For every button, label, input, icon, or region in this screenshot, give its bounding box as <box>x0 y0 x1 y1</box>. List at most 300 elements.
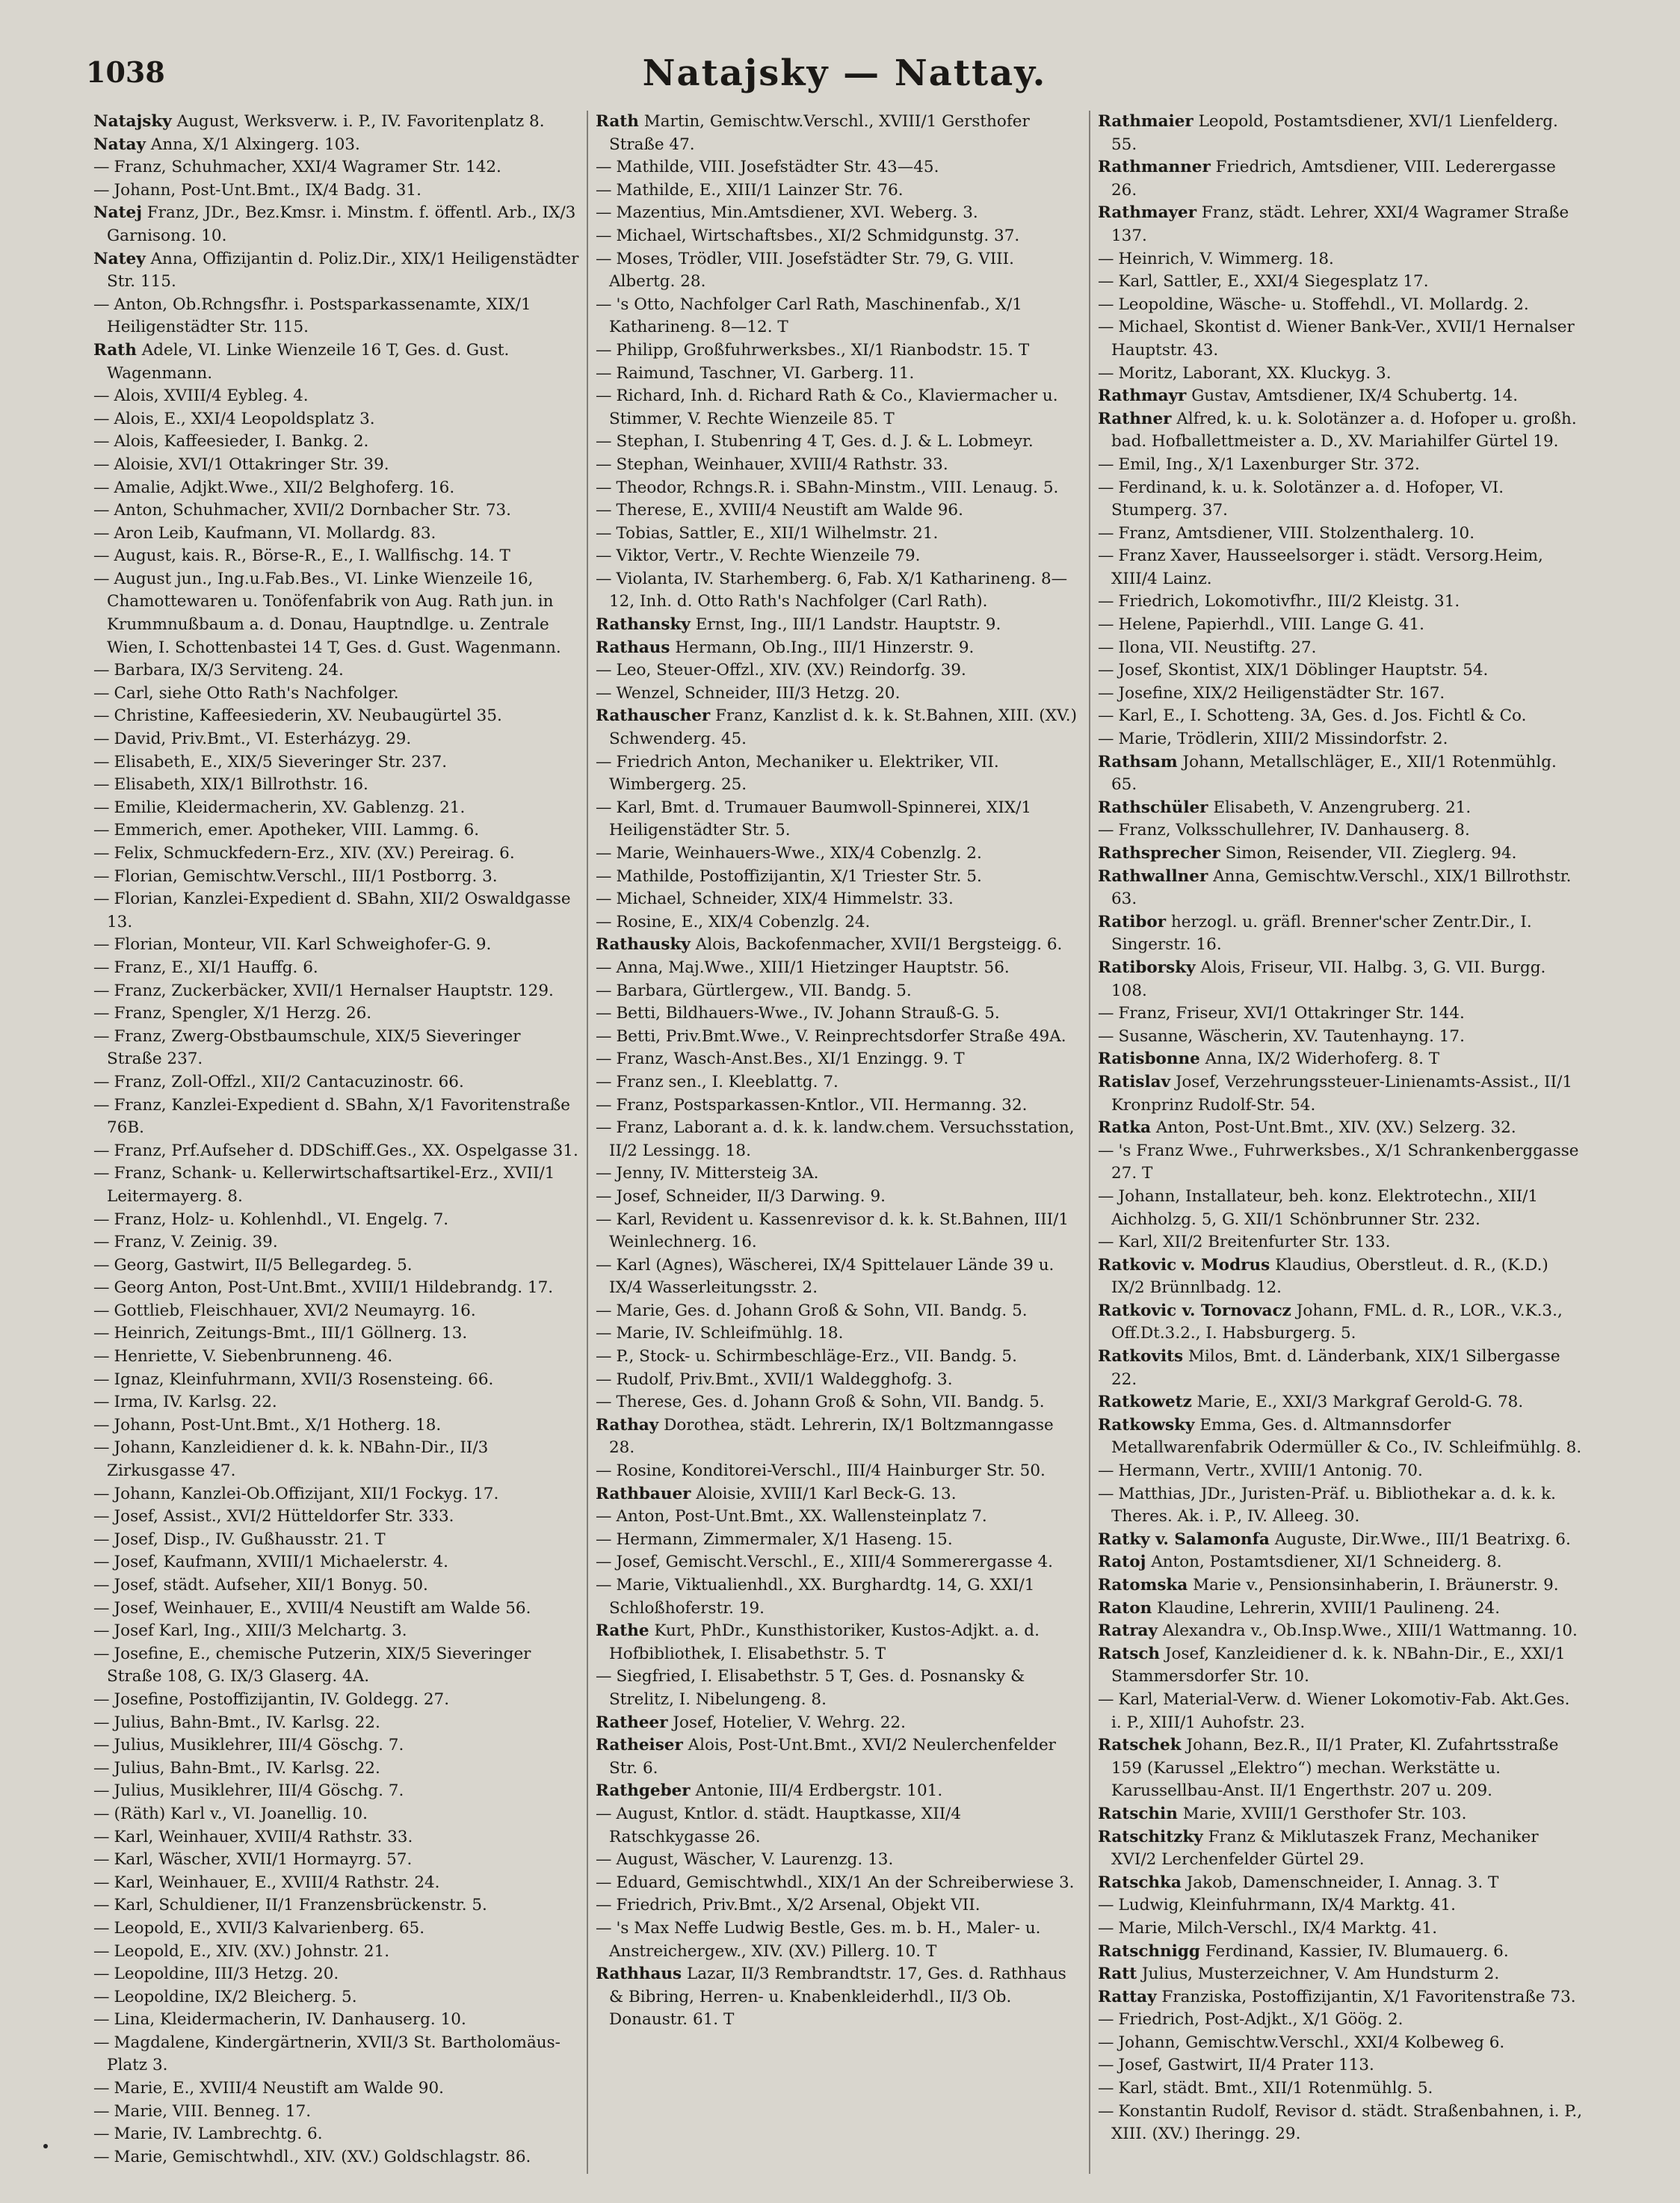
entry-dash: — <box>596 1026 612 1046</box>
entry-dash: — <box>93 478 110 497</box>
entry-details: Marie, Gemischtwhdl., XIV. (XV.) Goldschlagstr. 86. <box>114 2147 531 2166</box>
directory-entry <box>93 1231 579 1254</box>
entry-dash: — <box>596 981 612 1000</box>
entry-details: Franz, Zuckerbäcker, XVII/1 Hernalser Hauptstr. 129. <box>114 981 554 1000</box>
entry-dash: — <box>93 1689 110 1709</box>
directory-entry <box>93 408 579 431</box>
entry-details: Julius, Bahn-Bmt., IV. Karlsg. 22. <box>114 1713 380 1732</box>
directory-entry <box>93 842 579 866</box>
entry-dash: — <box>1098 1186 1114 1206</box>
entry-details: Moses, Trödler, VIII. Josefstädter Str. 79, G. VIII. Albertg. 28. <box>609 249 1015 292</box>
entry-dash: — <box>596 1369 612 1389</box>
entry-details: Franz, Zoll-Offzl., XII/2 Cantacuzinostr. 66. <box>114 1072 464 1091</box>
entry-dash: — <box>596 958 612 977</box>
directory-entry <box>596 1094 1081 1118</box>
entry-surname: Natay <box>93 135 146 154</box>
entry-surname: Rathmaier <box>1098 112 1193 131</box>
entry-details: Ludwig, Kleinfuhrmann, IX/4 Marktg. 41. <box>1118 1896 1456 1915</box>
entry-dash: — <box>1098 272 1114 292</box>
entry-surname: Rath <box>596 112 639 131</box>
page-number: 1038 <box>86 55 165 89</box>
entry-details: Alois, E., XXI/4 Leopoldsplatz 3. <box>114 409 375 428</box>
directory-entry <box>93 385 579 408</box>
entry-surname: Rathaus <box>596 638 670 657</box>
entry-dash: — <box>596 1461 612 1481</box>
entry-dash: — <box>1098 2033 1114 2052</box>
entry-dash: — <box>596 912 612 931</box>
entry-dash: — <box>93 2079 110 2098</box>
directory-entry <box>93 1026 579 1071</box>
entry-dash: — <box>596 180 612 200</box>
entry-details: Marie, Ges. d. Johann Groß & Sohn, VII. Bandg. 5. <box>616 1301 1028 1320</box>
entry-dash: — <box>1098 638 1114 657</box>
directory-entry <box>1098 659 1584 683</box>
directory-entry <box>596 1872 1081 1895</box>
entry-dash: — <box>596 1529 612 1549</box>
directory-entry <box>1098 271 1584 294</box>
entry-details: Karl, E., I. Schotteng. 3A, Ges. d. Jos. Fichtl & Co. <box>1118 706 1527 726</box>
directory-entry <box>1098 728 1584 751</box>
entry-dash: — <box>93 432 110 452</box>
directory-entry <box>1098 545 1584 591</box>
entry-details: Magdalene, Kindergärtnerin, XVII/3 St. Bartholomäus-Platz 3. <box>107 2033 560 2075</box>
entry-dash: — <box>93 501 110 520</box>
entry-details: Florian, Kanzlei-Expedient d. SBahn, XII/2 Oswaldgasse 13. <box>107 890 571 931</box>
entry-details: Georg, Gastwirt, II/5 Bellegardeg. 5. <box>114 1255 413 1275</box>
entry-details: Florian, Monteur, VII. Karl Schweighofer-G. 9. <box>114 935 492 955</box>
directory-entry <box>596 659 1081 683</box>
entry-details: Mathilde, Postoffizijantin, X/1 Triester Str. 5. <box>616 866 982 886</box>
entry-details: Anna, X/1 Alxingerg. 103. <box>150 135 360 154</box>
entry-details: Emmerich, emer. Apotheker, VIII. Lammg. 6. <box>114 821 480 840</box>
entry-dash: — <box>1098 363 1114 383</box>
directory-entry <box>93 1529 579 1552</box>
entry-details: Josefine, XIX/2 Heiligenstädter Str. 167. <box>1118 683 1445 703</box>
entry-details: Alfred, k. u. k. Solotänzer a. d. Hofoper u. großh. bad. Hofballettmeister a. D., XV. Mariahilfer Gürtel 19. <box>1111 409 1577 452</box>
entry-details: Karl, Material-Verw. d. Wiener Lokomotiv-Fab. Akt.Ges. i. P., XIII/1 Auhofstr. 23. <box>1111 1689 1570 1732</box>
directory-entry <box>596 1780 1081 1803</box>
directory-entry <box>596 888 1081 911</box>
entry-dash: — <box>1098 1918 1114 1938</box>
entry-dash: — <box>93 1965 110 1984</box>
entry-details: Irma, IV. Karlsg. 22. <box>114 1393 277 1412</box>
directory-entry <box>596 1369 1081 1392</box>
entry-details: Leopoldine, Wäsche- u. Stoffehdl., VI. Mollardg. 2. <box>1118 295 1529 314</box>
entry-dash: — <box>596 478 612 497</box>
directory-entry <box>1098 1300 1584 1346</box>
entry-dash: — <box>1098 1004 1114 1023</box>
directory-entry <box>1098 1391 1584 1414</box>
entry-surname: Ratkowetz <box>1098 1393 1192 1412</box>
directory-entry <box>1098 1574 1584 1597</box>
entry-dash: — <box>596 890 612 909</box>
entry-details: Franz, Friseur, XVI/1 Ottakringer Str. 144. <box>1118 1004 1465 1023</box>
directory-entry <box>93 523 579 546</box>
columns-container <box>86 111 1605 2174</box>
entry-details: Josef Karl, Ing., XIII/3 Melchartg. 3. <box>114 1621 407 1641</box>
entry-details: Josef, Verzehrungssteuer-Linienamts-Assist., II/1 Kronprinz Rudolf-Str. 54. <box>1111 1072 1572 1115</box>
entry-dash: — <box>1098 1484 1114 1503</box>
entry-dash: — <box>93 890 110 909</box>
directory-entry <box>596 1529 1081 1552</box>
directory-entry <box>93 568 579 659</box>
entry-details: Alois, Backofenmacher, XVII/1 Bergsteigg. 6. <box>695 935 1063 955</box>
entry-dash: — <box>1098 661 1114 680</box>
directory-entry <box>596 797 1081 842</box>
entry-details: Franz sen., I. Kleeblattg. 7. <box>616 1072 839 1091</box>
page-header <box>86 52 1603 97</box>
directory-entry <box>1098 1620 1584 1643</box>
entry-dash: — <box>596 1095 612 1115</box>
directory-entry <box>93 134 579 157</box>
directory-entry <box>1098 797 1584 820</box>
directory-entry <box>93 888 579 934</box>
entry-surname: Ratiborsky <box>1098 958 1196 977</box>
directory-entry <box>93 1094 579 1140</box>
entry-details: Aron Leib, Kaufmann, VI. Mollardg. 83. <box>114 523 436 543</box>
directory-entry <box>1098 957 1584 1002</box>
entry-dash: — <box>1098 546 1114 566</box>
entry-dash: — <box>596 501 612 520</box>
entry-details: Michael, Schneider, XIX/4 Himmelstr. 33. <box>616 890 954 909</box>
entry-details: Ernst, Ing., III/1 Landstr. Hauptstr. 9. <box>695 615 1001 635</box>
entry-surname: Ratheiser <box>596 1736 683 1755</box>
directory-entry <box>93 1414 579 1438</box>
entry-details: Philipp, Großfuhrwerksbes., XI/1 Rianbodstr. 15. T <box>616 340 1030 360</box>
directory-entry <box>93 751 579 774</box>
entry-dash: — <box>93 1736 110 1755</box>
entry-details: Franz, Volksschullehrer, IV. Danhauserg. 8. <box>1118 821 1470 840</box>
directory-entry <box>93 1757 579 1781</box>
directory-entry <box>93 454 579 477</box>
entry-details: Amalie, Adjkt.Wwe., XII/2 Belghoferg. 16. <box>114 478 455 497</box>
entry-details: P., Stock- u. Schirmbeschläge-Erz., VII. Bandg. 5. <box>616 1347 1017 1367</box>
entry-details: Wenzel, Schneider, III/3 Hetzg. 20. <box>616 683 901 703</box>
directory-entry <box>93 1346 579 1369</box>
entry-details: Leopold, E., XVII/3 Kalvarienberg. 65. <box>114 1918 425 1938</box>
entry-details: Marie, VIII. Benneg. 17. <box>114 2101 312 2121</box>
entry-dash: — <box>93 1438 110 1458</box>
entry-details: Matthias, JDr., Juristen-Präf. u. Bibliothekar a. d. k. k. Theres. Ak. i. P., IV. Alleeg. 30. <box>1111 1484 1556 1526</box>
entry-details: Elisabeth, V. Anzengruberg. 21. <box>1213 798 1471 817</box>
entry-dash: — <box>93 295 110 314</box>
entry-dash: — <box>93 821 110 840</box>
directory-entry <box>93 659 579 683</box>
entry-details: Stephan, Weinhauer, XVIII/4 Rathstr. 33. <box>616 455 948 474</box>
directory-entry <box>1098 1117 1584 1140</box>
entry-dash: — <box>1098 455 1114 474</box>
directory-entry <box>1098 2054 1584 2077</box>
entry-dash: — <box>93 1301 110 1320</box>
entry-surname: Ratsch <box>1098 1644 1161 1663</box>
entry-details: Franz, V. Zeinig. 39. <box>114 1233 278 1252</box>
entry-details: Anna, IX/2 Widerhoferg. 8. T <box>1205 1050 1440 1069</box>
entry-details: Marie, Trödlerin, XIII/2 Missindorfstr. 2. <box>1118 730 1448 749</box>
entry-dash: — <box>93 1781 110 1801</box>
directory-entry <box>596 1849 1081 1872</box>
entry-details: Marie, E., XVIII/4 Neustift am Walde 90. <box>114 2079 444 2098</box>
entry-details: Hermann, Ob.Ing., III/1 Hinzerstr. 9. <box>675 638 975 657</box>
directory-entry <box>1098 842 1584 866</box>
directory-entry <box>596 1071 1081 1094</box>
entry-details: Josef, Kaufmann, XVIII/1 Michaelerstr. 4. <box>114 1553 448 1572</box>
directory-entry <box>93 2101 579 2124</box>
entry-dash: — <box>596 1255 612 1275</box>
entry-details: Leopoldine, III/3 Hetzg. 20. <box>114 1965 339 1984</box>
entry-details: August, kais. R., Börse-R., E., I. Wallfischg. 14. T <box>114 546 510 566</box>
directory-entry <box>1098 1140 1584 1186</box>
entry-dash: — <box>93 2033 110 2052</box>
entry-details: Mathilde, VIII. Josefstädter Str. 43—45. <box>616 158 939 177</box>
entry-details: Karl (Agnes), Wäscherei, IX/4 Spittelauer Lände 39 u. IX/4 Wasserleitungsstr. 2. <box>609 1255 1054 1298</box>
entry-dash: — <box>596 1347 612 1367</box>
entry-dash: — <box>596 158 612 177</box>
entry-dash: — <box>93 1484 110 1503</box>
entry-dash: — <box>93 546 110 566</box>
entry-details: Therese, E., XVIII/4 Neustift am Walde 96. <box>616 501 963 520</box>
entry-details: Franz, Schank- u. Kellerwirtschaftsartikel-Erz., XVII/1 Leitermayerg. 8. <box>107 1164 555 1206</box>
entry-dash: — <box>596 1186 612 1206</box>
entry-dash: — <box>596 1667 612 1686</box>
directory-entry <box>1098 1551 1584 1574</box>
directory-entry <box>596 683 1081 706</box>
entry-dash: — <box>93 2147 110 2166</box>
directory-entry <box>1098 1643 1584 1689</box>
directory-entry <box>596 911 1081 934</box>
directory-entry <box>596 339 1081 363</box>
entry-dash: — <box>93 1827 110 1846</box>
entry-details: Alois, Friseur, VII. Halbg. 3, G. VII. Burgg. 108. <box>1111 958 1546 1000</box>
entry-details: Josef, Gastwirt, II/4 Prater 113. <box>1118 2056 1374 2075</box>
directory-entry <box>1098 1963 1584 1986</box>
entry-surname: Ratomska <box>1098 1576 1188 1595</box>
entry-surname: Ratschnigg <box>1098 1941 1200 1961</box>
directory-entry <box>93 202 579 247</box>
directory-entry <box>596 568 1081 614</box>
entry-details: Alexandra v., Ob.Insp.Wwe., XIII/1 Wattmanng. 10. <box>1162 1621 1578 1641</box>
entry-dash: — <box>93 798 110 817</box>
directory-entry <box>1098 2032 1584 2055</box>
entry-details: Rudolf, Priv.Bmt., XVII/1 Waldegghofg. 3. <box>616 1369 953 1389</box>
entry-details: Karl, Weinhauer, E., XVIII/4 Rathstr. 24. <box>114 1873 440 1892</box>
entry-surname: Ratislav <box>1098 1072 1171 1091</box>
entry-dash: — <box>1098 2056 1114 2075</box>
directory-entry <box>93 2032 579 2077</box>
entry-details: August, Wäscher, V. Laurenzg. 13. <box>616 1850 894 1870</box>
directory-entry <box>1098 1026 1584 1049</box>
entry-details: Leopold, E., XIV. (XV.) Johnstr. 21. <box>114 1941 390 1961</box>
directory-entry <box>1098 202 1584 247</box>
entry-dash: — <box>93 1141 110 1160</box>
directory-entry <box>1098 1529 1584 1552</box>
entry-details: Anton, Schuhmacher, XVII/2 Dornbacher Str. 73. <box>114 501 512 520</box>
entry-details: Johann, Bez.R., II/1 Prater, Kl. Zufahrtsstraße 159 (Karussel „Elektro“) mechan. Werkstätte u. Karussellbau-Anst. II/1 Engerthstr. 207 u. 209. <box>1111 1736 1559 1801</box>
entry-details: Simon, Reisender, VII. Zieglerg. 94. <box>1225 844 1517 863</box>
entry-details: Josef, Skontist, XIX/1 Döblinger Hauptstr. 54. <box>1118 661 1489 680</box>
directory-entry <box>1098 683 1584 706</box>
entry-dash: — <box>596 295 612 314</box>
entry-details: Johann, Gemischtw.Verschl., XXI/4 Kolbeweg 6. <box>1118 2033 1505 2052</box>
directory-entry <box>1098 111 1584 156</box>
entry-dash: — <box>1098 1461 1114 1481</box>
entry-surname: Rathsam <box>1098 752 1178 771</box>
entry-surname: Ratoj <box>1098 1553 1146 1572</box>
entry-details: Betti, Priv.Bmt.Wwe., V. Reinprechtsdorfer Straße 49A. <box>616 1026 1066 1046</box>
directory-entry <box>1098 705 1584 728</box>
directory-entry <box>1098 591 1584 614</box>
entry-dash: — <box>93 752 110 771</box>
entry-dash: — <box>93 1026 110 1046</box>
entry-details: Anton, Ob.Rchngsfhr. i. Postsparkassenamte, XIX/1 Heiligenstädter Str. 115. <box>107 295 531 337</box>
directory-entry <box>596 637 1081 660</box>
directory-entry <box>1098 316 1584 362</box>
entry-dash: — <box>596 569 612 588</box>
directory-entry <box>93 179 579 203</box>
entry-details: Julius, Musterzeichner, V. Am Hundsturm 2. <box>1142 1965 1500 1984</box>
entry-dash: — <box>596 249 612 268</box>
entry-dash: — <box>1098 683 1114 703</box>
entry-dash: — <box>596 798 612 817</box>
entry-dash: — <box>93 1713 110 1732</box>
entry-surname: Natajsky <box>93 112 172 131</box>
entry-details: Florian, Gemischtw.Verschl., III/1 Postborrg. 3. <box>114 866 498 886</box>
entry-details: Friedrich, Post-Adjkt., X/1 Göög. 2. <box>1118 2010 1403 2030</box>
entry-dash: — <box>1098 706 1114 726</box>
entry-details: herzogl. u. gräfl. Brenner'scher Zentr.Dir., I. Singerstr. 16. <box>1111 912 1532 955</box>
entry-dash: — <box>93 1918 110 1938</box>
directory-entry <box>1098 1483 1584 1529</box>
directory-entry <box>1098 911 1584 957</box>
directory-entry <box>596 1162 1081 1186</box>
entry-details: Jenny, IV. Mittersteig 3A. <box>616 1164 819 1183</box>
directory-entry <box>93 1391 579 1414</box>
entry-details: Violanta, IV. Starhemberg. 6, Fab. X/1 Katharineng. 8—12, Inh. d. Otto Rath's Nachfolger (Carl Rath). <box>609 569 1068 611</box>
entry-dash: — <box>93 1873 110 1892</box>
column-left <box>86 111 587 2174</box>
entry-dash: — <box>93 1369 110 1389</box>
entry-details: Julius, Musiklehrer, III/4 Göschg. 7. <box>114 1736 404 1755</box>
entry-details: Viktor, Vertr., V. Rechte Wienzeile 79. <box>616 546 921 566</box>
directory-entry <box>93 819 579 842</box>
entry-details: Mathilde, E., XIII/1 Lainzer Str. 76. <box>616 180 904 200</box>
entry-surname: Rathauscher <box>596 706 711 726</box>
entry-details: Alois, Kaffeesieder, I. Bankg. 2. <box>114 432 369 452</box>
entry-details: Franz, Postsparkassen-Kntlor., VII. Hermanng. 32. <box>616 1095 1028 1115</box>
directory-entry <box>1098 248 1584 271</box>
entry-dash: — <box>596 1393 612 1412</box>
entry-details: Milos, Bmt. d. Länderbank, XIX/1 Silbergasse 22. <box>1111 1347 1560 1389</box>
directory-entry <box>596 111 1081 156</box>
entry-dash: — <box>93 1347 110 1367</box>
entry-surname: Rathbauer <box>596 1484 691 1503</box>
directory-entry <box>93 1574 579 1597</box>
entry-dash: — <box>93 1164 110 1183</box>
entry-details: Klaudius, Oberstleut. d. R., (K.D.) IX/2 Brünnlbadg. 12. <box>1111 1255 1548 1298</box>
directory-entry <box>93 2146 579 2169</box>
entry-dash: — <box>1098 249 1114 268</box>
entry-surname: Rathhaus <box>596 1965 682 1984</box>
entry-dash: — <box>93 523 110 543</box>
entry-dash: — <box>93 2010 110 2030</box>
directory-entry <box>596 1346 1081 1369</box>
directory-entry <box>93 156 579 179</box>
entry-dash: — <box>93 569 110 588</box>
entry-surname: Ratschitzky <box>1098 1827 1203 1846</box>
entry-surname: Natej <box>93 203 142 223</box>
directory-entry <box>93 1300 579 1323</box>
directory-entry <box>596 957 1081 980</box>
entry-details: Marie, Viktualienhdl., XX. Burghardtg. 14, G. XXI/1 Schloßhoferstr. 19. <box>609 1576 1035 1618</box>
directory-entry <box>93 545 579 568</box>
entry-surname: Rathgeber <box>596 1781 691 1801</box>
entry-surname: Rathner <box>1098 409 1172 428</box>
directory-entry <box>1098 1986 1584 2009</box>
directory-entry <box>93 1322 579 1346</box>
directory-entry <box>596 225 1081 248</box>
directory-entry <box>596 248 1081 294</box>
entry-details: Auguste, Dir.Wwe., III/1 Beatrixg. 6. <box>1274 1529 1571 1549</box>
entry-dash: — <box>93 958 110 977</box>
directory-entry <box>93 1140 579 1163</box>
entry-details: Therese, Ges. d. Johann Groß & Sohn, VII. Bandg. 5. <box>616 1393 1045 1412</box>
entry-details: Elisabeth, XIX/1 Billrothstr. 16. <box>114 775 368 795</box>
entry-details: Johann, FML. d. R., LOR., V.K.3., Off.Dt.3.2., I. Habsburgerg. 5. <box>1111 1301 1563 1343</box>
entry-details: Ferdinand, k. u. k. Solotänzer a. d. Hofoper, VI. Stumperg. 37. <box>1111 478 1504 520</box>
directory-entry <box>596 156 1081 179</box>
entry-dash: — <box>93 1255 110 1275</box>
entry-dash: — <box>596 1576 612 1595</box>
directory-entry <box>596 1460 1081 1483</box>
entry-dash: — <box>596 386 612 406</box>
entry-details: Marie v., Pensionsinhaberin, I. Bräunerstr. 9. <box>1193 1576 1559 1595</box>
entry-dash: — <box>93 683 110 703</box>
directory-entry <box>93 797 579 820</box>
entry-dash: — <box>596 661 612 680</box>
entry-details: 's Otto, Nachfolger Carl Rath, Maschinenfab., X/1 Katharineng. 8—12. T <box>609 295 1022 337</box>
entry-dash: — <box>596 1050 612 1069</box>
entry-details: Marie, XVIII/1 Gersthofer Str. 103. <box>1182 1804 1467 1823</box>
entry-dash: — <box>93 1850 110 1870</box>
entry-dash: — <box>1098 2101 1114 2121</box>
directory-entry <box>1098 1002 1584 1026</box>
entry-details: Gottlieb, Fleischhauer, XVI/2 Neumayrg. 16. <box>114 1301 476 1320</box>
entry-dash: — <box>93 1941 110 1961</box>
entry-details: Anna, Maj.Wwe., XIII/1 Hietzinger Hauptstr. 56. <box>616 958 1010 977</box>
entry-dash: — <box>1098 730 1114 749</box>
directory-entry <box>93 1643 579 1689</box>
entry-dash: — <box>596 1896 612 1915</box>
entry-dash: — <box>596 432 612 452</box>
directory-entry <box>596 1917 1081 1963</box>
entry-details: Franz Xaver, Hausseelsorger i. städt. Versorg.Heim, XIII/4 Lainz. <box>1111 546 1543 588</box>
entry-details: Josef, städt. Aufseher, XII/1 Bonyg. 50. <box>114 1576 428 1595</box>
entry-dash: — <box>596 455 612 474</box>
directory-entry <box>1098 1254 1584 1300</box>
column-right <box>1090 111 1591 2174</box>
entry-details: Dorothea, städt. Lehrerin, IX/1 Boltzmanngasse 28. <box>609 1415 1054 1458</box>
entry-details: Elisabeth, E., XIX/5 Sieveringer Str. 237. <box>114 752 448 771</box>
entry-details: Rosine, Konditorei-Verschl., III/4 Hainburger Str. 50. <box>616 1461 1046 1481</box>
entry-surname: Ratkowsky <box>1098 1415 1195 1435</box>
entry-dash: — <box>93 844 110 863</box>
entry-dash: — <box>1098 318 1114 337</box>
directory-entry <box>93 1597 579 1621</box>
entry-dash: — <box>1098 1026 1114 1046</box>
entry-details: Josef, Hotelier, V. Wehrg. 22. <box>673 1713 906 1732</box>
directory-entry <box>1098 408 1584 454</box>
directory-entry <box>93 774 579 797</box>
directory-entry <box>596 842 1081 866</box>
